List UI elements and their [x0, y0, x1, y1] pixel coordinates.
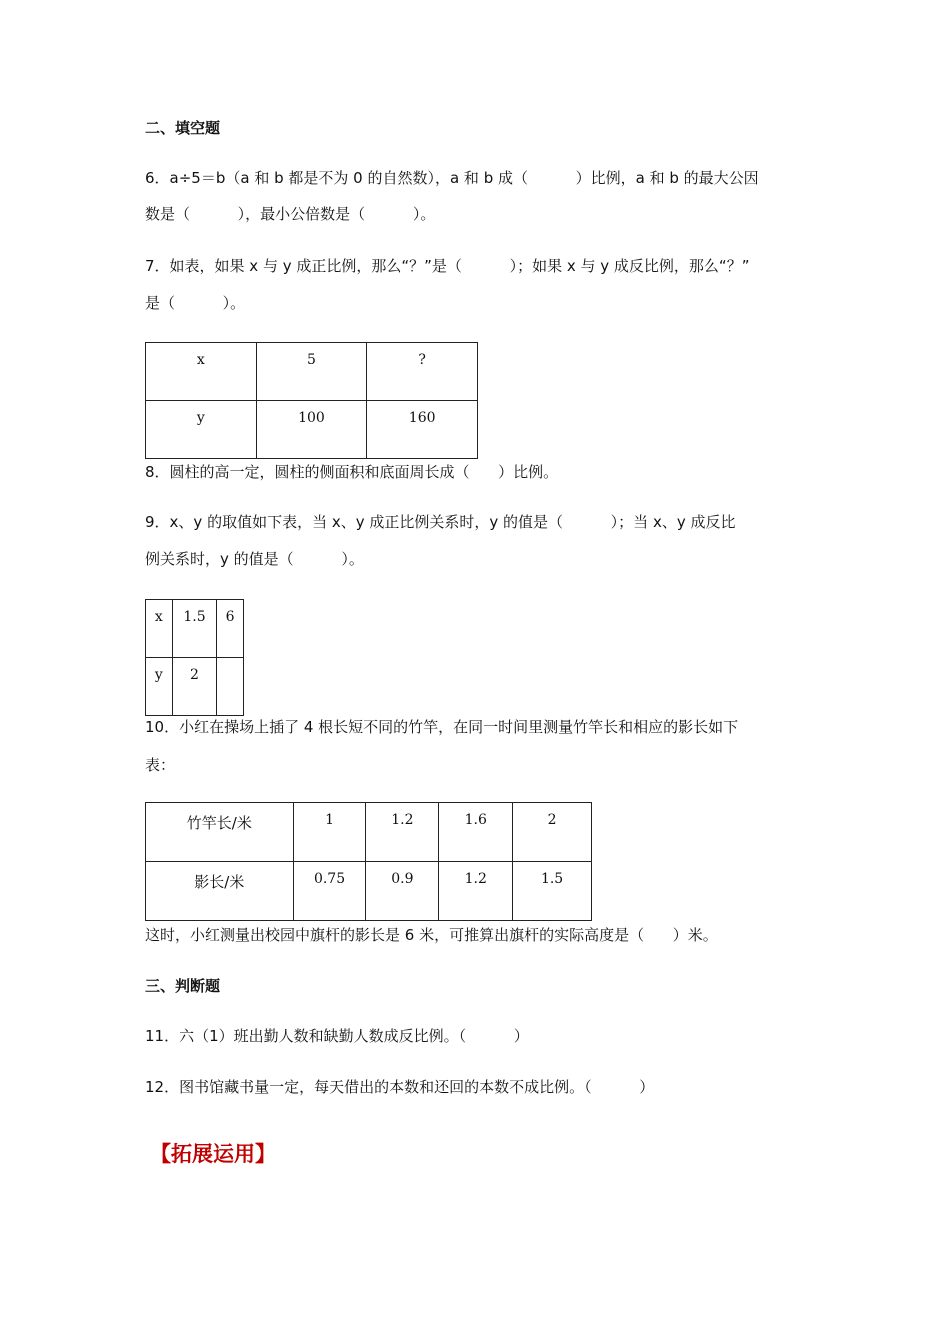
table-cell: x: [146, 600, 173, 658]
table-cell: 160: [367, 401, 478, 459]
table-cell: 0.9: [366, 862, 439, 921]
table-cell: 1: [293, 803, 366, 862]
table-cell: 6: [217, 600, 244, 658]
table-cell: 1.2: [366, 803, 439, 862]
table-cell: y: [146, 401, 257, 459]
q9-line1: 9．x、y 的取值如下表，当 x、y 成正比例关系时，y 的值是（ ）；当 x、y 成反比: [145, 513, 736, 531]
q7-line1: 7．如表，如果 x 与 y 成正比例，那么“？”是（ ）；如果 x 与 y 成反比例，那么“？”: [145, 257, 750, 275]
table-cell: y: [146, 658, 173, 716]
q9-table: [145, 599, 244, 716]
q9-line2: 例关系时，y 的值是（ ）。: [145, 550, 364, 568]
q10-table: [145, 802, 592, 921]
q6-line2: 数是（ ），最小公倍数是（ ）。: [145, 205, 436, 223]
table-cell: 2: [513, 803, 592, 862]
table-cell: 1.6: [439, 803, 513, 862]
table-cell: [217, 658, 244, 716]
table-cell: 5: [256, 343, 367, 401]
q8-line1: 8．圆柱的高一定，圆柱的侧面积和底面周长成（ ）比例。: [145, 463, 559, 481]
table-cell: x: [146, 343, 257, 401]
table-cell: 100: [256, 401, 367, 459]
table-cell: ?: [367, 343, 478, 401]
section-title-judge: 三、判断题: [145, 977, 221, 995]
table-cell: 竹竿长/米: [146, 803, 294, 862]
q10-line2: 表：: [145, 756, 176, 774]
section-title-fill-blank: 二、填空题: [145, 119, 221, 137]
q7-line2: 是（ ）。: [145, 294, 246, 312]
extend-section-title: 【拓展运用】: [150, 1142, 276, 1166]
table-cell: 2: [172, 658, 217, 716]
table-cell: 影长/米: [146, 862, 294, 921]
table-cell: 1.2: [439, 862, 513, 921]
table-cell: 1.5: [172, 600, 217, 658]
q6-line1: 6．a÷5＝b（a 和 b 都是不为 0 的自然数），a 和 b 成（ ）比例，a 和 b 的最大公因: [145, 169, 759, 187]
q7-table: [145, 342, 478, 459]
table-cell: 1.5: [513, 862, 592, 921]
q11-line1: 11．六（1）班出勤人数和缺勤人数成反比例。（ ）: [145, 1027, 529, 1045]
table-cell: 0.75: [293, 862, 366, 921]
q10-line1: 10．小红在操场上插了 4 根长短不同的竹竿，在同一时间里测量竹竿长和相应的影长如下: [145, 718, 739, 736]
q12-line1: 12．图书馆藏书量一定，每天借出的本数和还回的本数不成比例。（ ）: [145, 1078, 655, 1096]
q10-line3: 这时，小红测量出校园中旗杆的影长是 6 米，可推算出旗杆的实际高度是（ ）米。: [145, 926, 718, 944]
